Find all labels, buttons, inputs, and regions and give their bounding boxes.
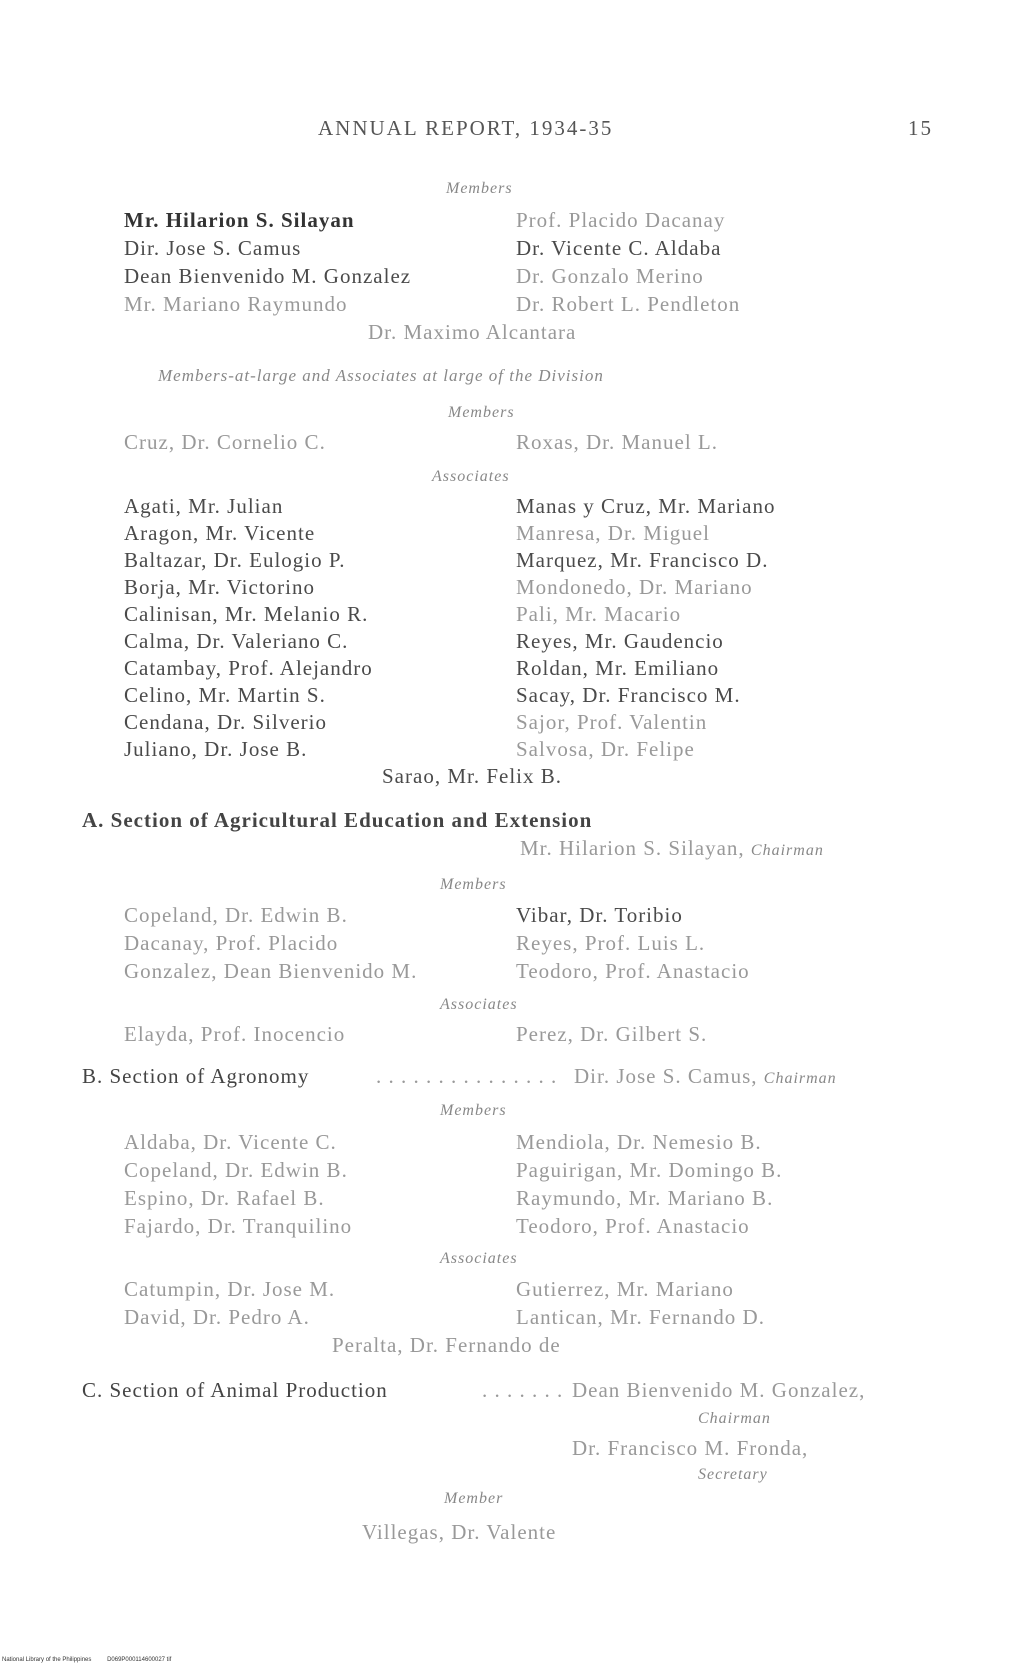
chairman-title: Chairman (750, 842, 824, 859)
footer-id: D069P000114600027 tif (107, 1657, 172, 1663)
chairman-title: Chairman (763, 1070, 837, 1087)
chairman-name: Dir. Jose S. Camus, (574, 1064, 758, 1088)
section-b-associate-left: Catumpin, Dr. Jose M. (124, 1277, 336, 1301)
associates-heading: Associates (440, 1250, 518, 1267)
section-b-member-left: Espino, Dr. Rafael B. (124, 1186, 325, 1210)
division-associate-left: Aragon, Mr. Vicente (124, 521, 316, 545)
leader-dots: . . . . . . . (482, 1378, 564, 1402)
section-b-member-right: Mendiola, Dr. Nemesio B. (516, 1130, 762, 1154)
division-associate-left: Borja, Mr. Victorino (124, 575, 316, 599)
running-header-title: ANNUAL REPORT, 1934-35 (318, 116, 614, 140)
division-associate-left: Juliano, Dr. Jose B. (124, 737, 308, 761)
division-associate-right: Reyes, Mr. Gaudencio (516, 629, 724, 653)
section-b-associate-right: Gutierrez, Mr. Mariano (516, 1277, 734, 1301)
section-c-secretary-name: Dr. Francisco M. Fronda, (572, 1436, 809, 1460)
section-b-associate-right: Lantican, Mr. Fernando D. (516, 1305, 765, 1329)
division-associate-right: Salvosa, Dr. Felipe (516, 737, 695, 761)
section-a-member-left: Copeland, Dr. Edwin B. (124, 903, 348, 927)
section-a-chairman (520, 836, 824, 861)
member-heading: Member (444, 1490, 504, 1507)
council-member-left: Mr. Hilarion S. Silayan (124, 208, 355, 232)
section-c-chairman-title: Chairman (698, 1410, 771, 1427)
section-a-title: A. Section of Agricultural Education and Extension (82, 808, 593, 832)
section-b-member-left: Aldaba, Dr. Vicente C. (124, 1130, 337, 1154)
division-associate-left: Baltazar, Dr. Eulogio P. (124, 548, 346, 572)
section-c-member: Villegas, Dr. Valente (362, 1520, 557, 1544)
section-a-member-left: Gonzalez, Dean Bienvenido M. (124, 959, 418, 983)
division-associate-right: Marquez, Mr. Francisco D. (516, 548, 769, 572)
council-member-center: Dr. Maximo Alcantara (368, 320, 577, 344)
members-heading: Members (440, 1102, 507, 1119)
chairman-name: Mr. Hilarion S. Silayan, (520, 836, 745, 860)
division-associate-right: Roldan, Mr. Emiliano (516, 656, 720, 680)
council-member-right: Dr. Vicente C. Aldaba (516, 236, 722, 260)
division-associate-right: Manresa, Dr. Miguel (516, 521, 710, 545)
section-c-secretary-title: Secretary (698, 1466, 768, 1483)
members-heading: Members (446, 180, 513, 197)
council-member-left: Dir. Jose S. Camus (124, 236, 302, 260)
section-b-title: B. Section of Agronomy (82, 1064, 310, 1088)
division-associate-left: Catambay, Prof. Alejandro (124, 656, 373, 680)
section-a-member-right: Vibar, Dr. Toribio (516, 903, 683, 927)
members-heading: Members (448, 404, 515, 421)
division-associate-center: Sarao, Mr. Felix B. (382, 764, 562, 788)
division-associate-left: Calma, Dr. Valeriano C. (124, 629, 349, 653)
scan-footer (2, 1657, 185, 1663)
division-associate-right: Sajor, Prof. Valentin (516, 710, 708, 734)
section-a-member-right: Reyes, Prof. Luis L. (516, 931, 706, 955)
division-associate-left: Cendana, Dr. Silverio (124, 710, 327, 734)
section-c-chairman-name: Dean Bienvenido M. Gonzalez, (572, 1378, 866, 1402)
division-associate-left: Celino, Mr. Martin S. (124, 683, 326, 707)
section-b-member-left: Fajardo, Dr. Tranquilino (124, 1214, 353, 1238)
section-b-chairman (574, 1064, 837, 1089)
section-b-member-right: Teodoro, Prof. Anastacio (516, 1214, 750, 1238)
section-b-associate-left: David, Dr. Pedro A. (124, 1305, 310, 1329)
council-member-left: Dean Bienvenido M. Gonzalez (124, 264, 412, 288)
section-a-member-left: Dacanay, Prof. Placido (124, 931, 339, 955)
division-heading: Members-at-large and Associates at large of the Division (158, 366, 604, 385)
council-member-right: Dr. Gonzalo Merino (516, 264, 704, 288)
division-member-right: Roxas, Dr. Manuel L. (516, 430, 718, 454)
section-b-member-left: Copeland, Dr. Edwin B. (124, 1158, 348, 1182)
members-heading: Members (440, 876, 507, 893)
council-member-left: Mr. Mariano Raymundo (124, 292, 348, 316)
leader-dots: . . . . . . . . . . . . . . . (376, 1064, 558, 1088)
division-member-left: Cruz, Dr. Cornelio C. (124, 430, 326, 454)
council-member-right: Dr. Robert L. Pendleton (516, 292, 741, 316)
section-b-member-right: Raymundo, Mr. Mariano B. (516, 1186, 774, 1210)
division-associate-right: Pali, Mr. Macario (516, 602, 682, 626)
section-a-associate-right: Perez, Dr. Gilbert S. (516, 1022, 708, 1046)
division-associate-left: Calinisan, Mr. Melanio R. (124, 602, 369, 626)
section-a-associate-left: Elayda, Prof. Inocencio (124, 1022, 346, 1046)
section-c-title: C. Section of Animal Production (82, 1378, 388, 1402)
division-associate-right: Sacay, Dr. Francisco M. (516, 683, 741, 707)
council-member-right: Prof. Placido Dacanay (516, 208, 726, 232)
division-associate-right: Manas y Cruz, Mr. Mariano (516, 494, 776, 518)
division-associate-right: Mondonedo, Dr. Mariano (516, 575, 753, 599)
division-associate-left: Agati, Mr. Julian (124, 494, 284, 518)
associates-heading: Associates (432, 468, 510, 485)
footer-library: National Library of the Philippines (2, 1657, 92, 1663)
section-a-member-right: Teodoro, Prof. Anastacio (516, 959, 750, 983)
section-b-member-right: Paguirigan, Mr. Domingo B. (516, 1158, 783, 1182)
page-number: 15 (908, 116, 933, 140)
associates-heading: Associates (440, 996, 518, 1013)
section-b-associate-center: Peralta, Dr. Fernando de (332, 1333, 561, 1357)
